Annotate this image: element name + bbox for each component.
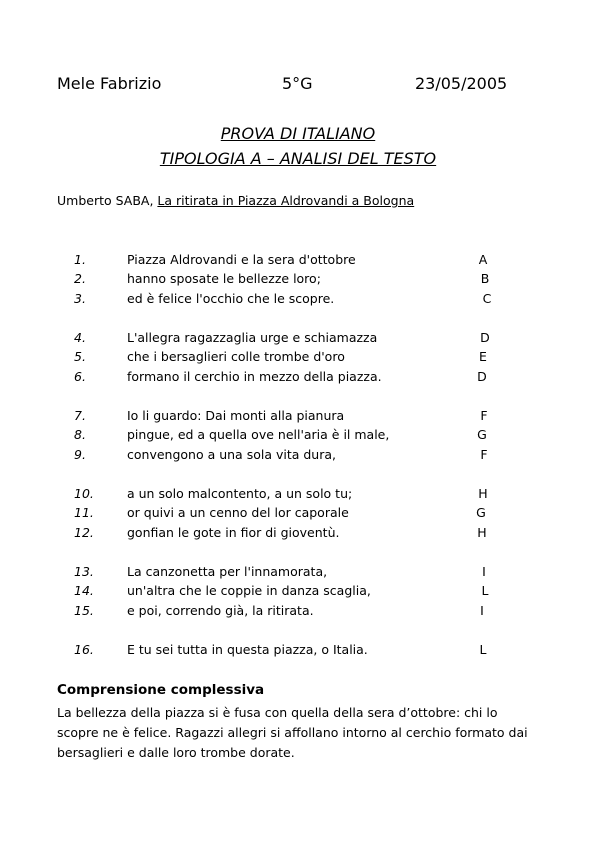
poem-line <box>0 603 596 621</box>
verse-text: Io li guardo: Dai monti alla pianura <box>127 408 345 423</box>
rhyme-letter: H <box>478 486 488 501</box>
rhyme-letter: G <box>477 427 487 442</box>
poem-line <box>0 291 596 309</box>
rhyme-letter: A <box>478 252 488 267</box>
line-number: 14. <box>74 583 94 598</box>
rhyme-letter: L <box>481 583 489 598</box>
poem-line <box>0 408 596 426</box>
poem-line <box>0 486 596 504</box>
poem-line <box>0 583 596 601</box>
rhyme-letter: E <box>479 349 487 364</box>
rhyme-letter: I <box>480 603 484 618</box>
verse-text: gonfian le gote in fior di gioventù. <box>127 525 340 540</box>
exam-title: PROVA DI ITALIANO <box>220 124 376 143</box>
rhyme-letter: D <box>477 369 487 384</box>
poem-line <box>0 642 596 660</box>
line-number: 7. <box>74 408 86 423</box>
verse-text: L'allegra ragazzaglia urge e schiamazza <box>127 330 378 345</box>
verse-text: Piazza Aldrovandi e la sera d'ottobre <box>127 252 356 267</box>
line-number: 5. <box>74 349 86 364</box>
rhyme-letter: F <box>480 447 488 462</box>
line-number: 12. <box>74 525 94 540</box>
rhyme-letter: G <box>476 505 486 520</box>
poem-line <box>0 369 596 387</box>
verse-text: un'altra che le coppie in danza scaglia, <box>127 583 371 598</box>
section-title: Comprensione complessiva <box>57 682 265 698</box>
student-name: Mele Fabrizio <box>57 74 162 93</box>
verse-text: e poi, correndo già, la ritirata. <box>127 603 314 618</box>
verse-text: convengono a una sola vita dura, <box>127 447 336 462</box>
verse-text: La canzonetta per l'innamorata, <box>127 564 328 579</box>
line-number: 6. <box>74 369 86 384</box>
verse-text: a un solo malcontento, a un solo tu; <box>127 486 353 501</box>
comprehension-text: La bellezza della piazza si è fusa con quella della sera d’ottobre: chi lo scopre ne è felice. Ragazzi allegri si affollano intorno al cerchio formato dai bersaglieri e dalle loro trombe dorate. <box>57 705 528 760</box>
rhyme-letter: F <box>480 408 488 423</box>
work-title: La ritirata in Piazza Aldrovandi a Bologna <box>157 193 415 208</box>
poem-line <box>0 505 596 523</box>
poem-line <box>0 330 596 348</box>
poem-line <box>0 349 596 367</box>
line-number: 8. <box>74 427 86 442</box>
verse-text: che i bersaglieri colle trombe d'oro <box>127 349 345 364</box>
author-line <box>57 193 414 208</box>
verse-text: E tu sei tutta in questa piazza, o Italia. <box>127 642 368 657</box>
rhyme-letter: B <box>480 271 490 286</box>
line-number: 15. <box>74 603 94 618</box>
exam-date: 23/05/2005 <box>415 74 508 93</box>
student-class: 5°G <box>282 74 313 93</box>
rhyme-letter: I <box>482 564 486 579</box>
line-number: 1. <box>74 252 86 267</box>
poem-line <box>0 564 596 582</box>
line-number: 10. <box>74 486 94 501</box>
line-number: 4. <box>74 330 86 345</box>
poem-line <box>0 271 596 289</box>
poem-line <box>0 427 596 445</box>
line-number: 11. <box>74 505 94 520</box>
verse-text: or quivi a un cenno del lor caporale <box>127 505 349 520</box>
exam-subtitle: TIPOLOGIA A – ANALISI DEL TESTO <box>159 149 437 168</box>
verse-text: hanno sposate le bellezze loro; <box>127 271 321 286</box>
verse-text: ed è felice l'occhio che le scopre. <box>127 291 335 306</box>
verse-text: formano il cerchio in mezzo della piazza. <box>127 369 382 384</box>
poem-line <box>0 447 596 465</box>
poem-line <box>0 252 596 270</box>
rhyme-letter: H <box>477 525 487 540</box>
line-number: 13. <box>74 564 94 579</box>
line-number: 16. <box>74 642 94 657</box>
poem-line <box>0 525 596 543</box>
author-name: Umberto SABA, <box>57 193 158 208</box>
verse-text: pingue, ed a quella ove nell'aria è il male, <box>127 427 390 442</box>
line-number: 2. <box>74 271 86 286</box>
rhyme-letter: D <box>480 330 490 345</box>
rhyme-letter: C <box>482 291 492 306</box>
rhyme-letter: L <box>479 642 487 657</box>
line-number: 3. <box>74 291 86 306</box>
header <box>57 74 527 96</box>
line-number: 9. <box>74 447 86 462</box>
